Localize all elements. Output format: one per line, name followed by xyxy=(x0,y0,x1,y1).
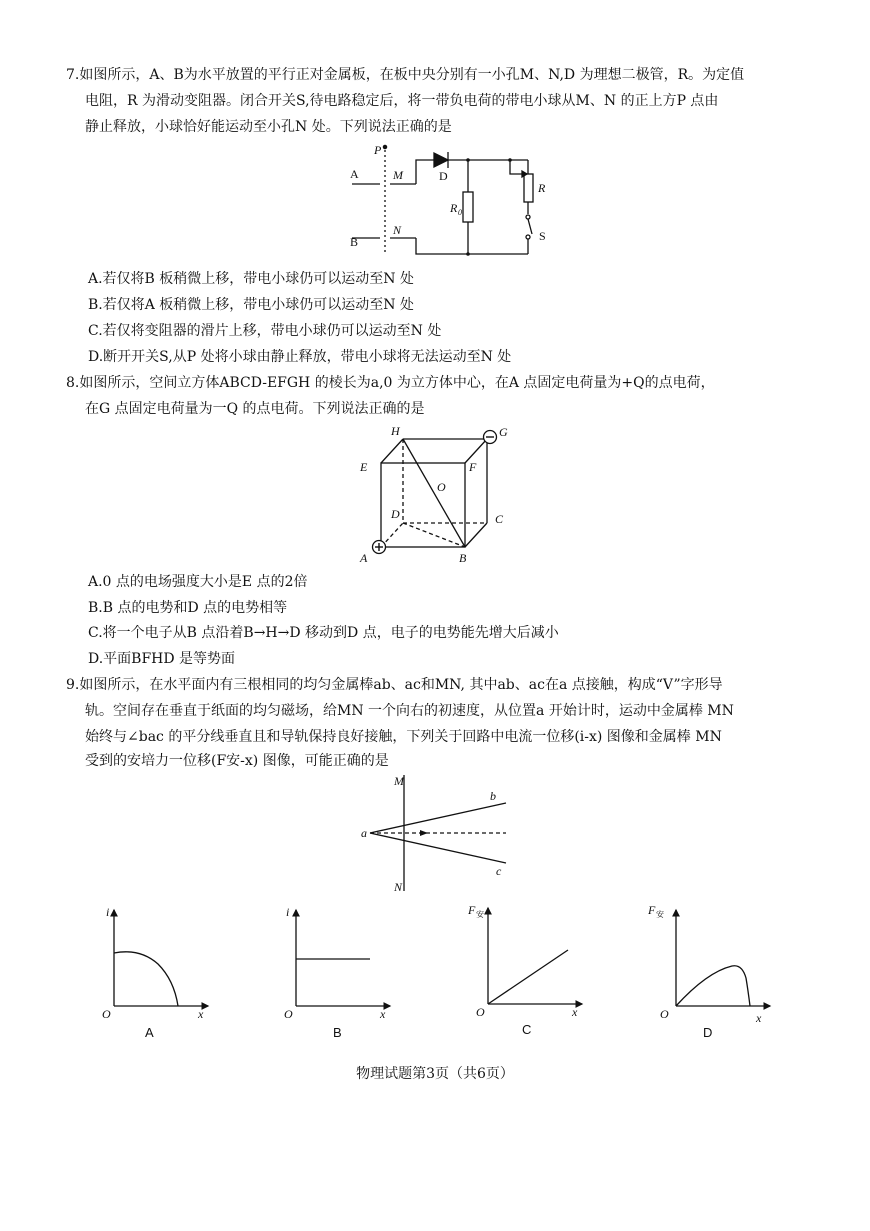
q8-label-D: D xyxy=(391,507,400,521)
graph-D-ylabel: F xyxy=(648,903,656,917)
graph-B-origin: O xyxy=(284,1007,293,1021)
q8-label-F: F xyxy=(469,460,477,474)
q9-stem-line-4: 受到的安培力一位移(F安-x) 图像，可能正确的是 xyxy=(85,753,389,769)
q8-option-B: B.B 点的电势和D 点的电势相等 xyxy=(88,600,288,616)
q7-label-D: D xyxy=(439,169,448,183)
q7-label-A: A xyxy=(350,167,359,181)
page-footer: 物理试题第3页（共6页） xyxy=(356,1066,514,1082)
graph-B-xlabel: x xyxy=(380,1007,386,1021)
q7-label-R0: R xyxy=(450,201,458,215)
q9-label-M: M xyxy=(394,774,404,788)
graph-A-origin: O xyxy=(102,1007,111,1021)
q8-label-B: B xyxy=(459,551,467,565)
graph-C-caption: C xyxy=(522,1022,532,1037)
q8-stem-line-2: 在G 点固定电荷量为一Q 的点电荷。下列说法正确的是 xyxy=(85,401,425,417)
q8-stem-line-1: 8.如图所示，空间立方体ABCD-EFGH 的棱长为a,0 为立方体中心，在A 点固定电荷量为+Q的点电荷， xyxy=(66,375,715,391)
q9-stem-line-3: 始终与∠bac 的平分线垂直且和导轨保持良好接触，下列关于回路中电流一位移(i-x) 图像和金属棒 MN xyxy=(85,729,722,745)
q7-option-D: D.断开开关S,从P 处将小球由静止释放，带电小球将无法运动至N 处 xyxy=(88,349,512,365)
graph-A-ylabel: i xyxy=(106,905,110,919)
q9-graph-C xyxy=(468,898,594,1019)
graph-D-origin: O xyxy=(660,1007,669,1021)
q8-label-C: C xyxy=(495,512,504,526)
graph-B-caption: B xyxy=(333,1025,342,1040)
q7-circuit-figure xyxy=(340,142,580,262)
q7-label-P: P xyxy=(374,143,382,157)
q9-label-b: b xyxy=(490,789,496,803)
q7-stem-line-3: 静止释放，小球恰好能运动至小孔N 处。下列说法正确的是 xyxy=(85,119,452,135)
q8-cube-figure xyxy=(355,425,525,565)
q8-label-E: E xyxy=(360,460,368,474)
graph-D-ysub: 安 xyxy=(656,910,664,919)
graph-C-ysub: 安 xyxy=(476,910,484,919)
q9-stem-line-1: 9.如图所示，在水平面内有三根相同的均匀金属棒ab、ac和MN, 其中ab、ac在a 点接触，构成“V”字形导 xyxy=(66,677,723,693)
q8-label-G: G xyxy=(499,425,508,439)
q9-label-a: a xyxy=(361,826,367,840)
q9-graph-D xyxy=(648,900,782,1025)
graph-A-caption: A xyxy=(145,1025,154,1040)
q8-label-O: O xyxy=(437,480,446,494)
q7-label-N: N xyxy=(393,223,402,237)
q7-stem-line-2: 电阻，R 为滑动变阻器。闭合开关S,待电路稳定后，将一带负电荷的带电小球从M、N 的正上方P 点由 xyxy=(85,93,719,109)
q9-label-N: N xyxy=(394,880,403,894)
q7-label-S: S xyxy=(539,229,546,243)
q9-rail-figure xyxy=(360,773,520,895)
q9-graph-A xyxy=(100,900,220,1020)
graph-C-xlabel: x xyxy=(572,1005,578,1019)
graph-C-origin: O xyxy=(476,1005,485,1019)
q7-label-R0-sub: 0 xyxy=(458,208,462,217)
q9-stem-line-2: 轨。空间存在垂直于纸面的均匀磁场，给MN 一个向右的初速度，从位置a 开始计时，运动中金属棒 MN xyxy=(85,703,734,719)
q7-label-R: R xyxy=(538,181,546,195)
graph-C-ylabel: F xyxy=(468,903,476,917)
q9-label-c: c xyxy=(496,864,502,878)
q7-option-A: A.若仅将B 板稍微上移，带电小球仍可以运动至N 处 xyxy=(88,271,414,287)
q8-option-D: D.平面BFHD 是等势面 xyxy=(88,651,236,667)
q7-option-B: B.若仅将A 板稍微上移，带电小球仍可以运动至N 处 xyxy=(88,297,414,313)
q7-stem-line-1: 7.如图所示，A、B为水平放置的平行正对金属板，在板中央分别有一小孔M、N,D 为理想二极管，R。为定值 xyxy=(66,67,745,83)
graph-A-xlabel: x xyxy=(198,1007,204,1021)
q8-label-H: H xyxy=(391,424,400,438)
q7-label-M: M xyxy=(393,168,403,182)
q8-option-A: A.0 点的电场强度大小是E 点的2倍 xyxy=(88,574,308,590)
q9-graph-B xyxy=(282,900,402,1020)
graph-B-ylabel: i xyxy=(286,905,290,919)
graph-D-xlabel: x xyxy=(756,1011,762,1025)
q8-label-A: A xyxy=(360,551,368,565)
graph-D-caption: D xyxy=(703,1025,713,1040)
q7-option-C: C.若仅将变阻器的滑片上移，带电小球仍可以运动至N 处 xyxy=(88,323,442,339)
q8-option-C: C.将一个电子从B 点沿着B→H→D 移动到D 点，电子的电势能先增大后减小 xyxy=(88,625,559,641)
q7-label-B: B xyxy=(350,235,359,249)
